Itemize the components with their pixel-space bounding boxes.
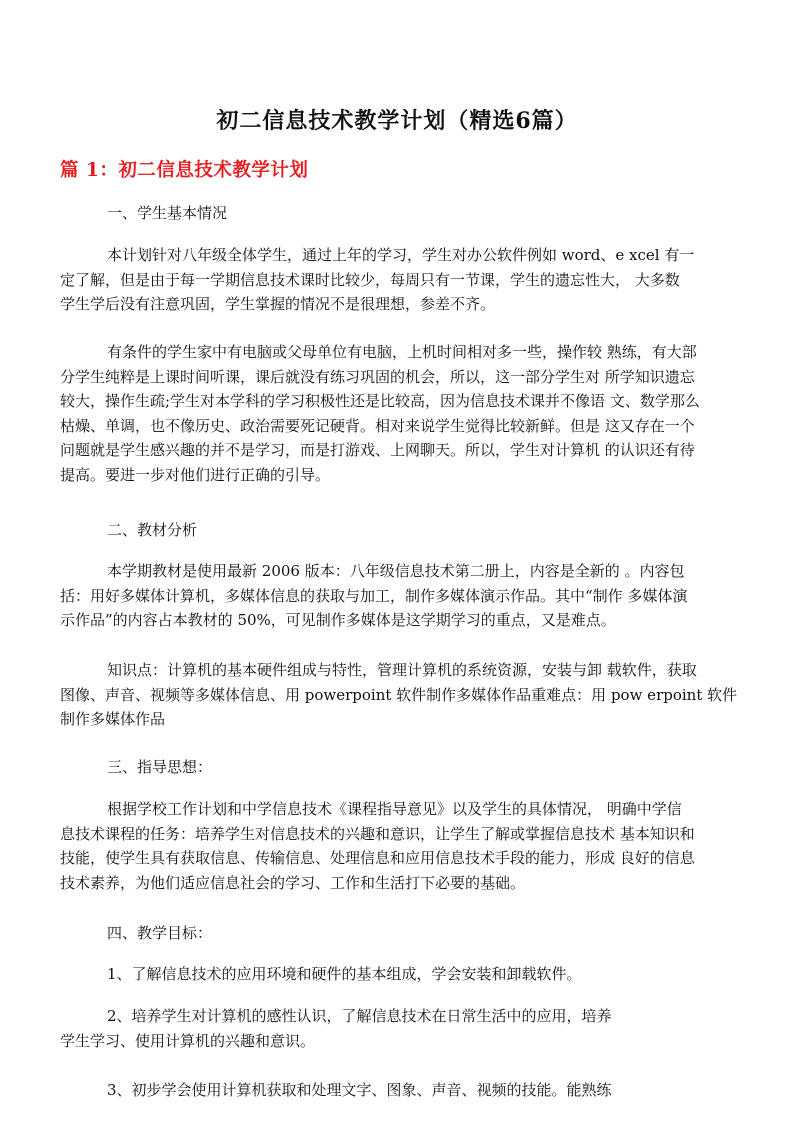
document-title: 初二信息技术教学计划（精选6篇） bbox=[216, 108, 578, 134]
paragraph-8 bbox=[60, 1078, 740, 1103]
heading-guiding-ideology: 三、指导思想： bbox=[107, 758, 213, 776]
paragraph-line: 技能，使学生具有获取信息、传输信息、处理信息和应用信息技术手段的能力，形成 良好的信息 bbox=[60, 849, 695, 867]
paragraph-line: 有条件的学生家中有电脑或父母单位有电脑，上机时间相对多一些，操作较 熟练，有大部 bbox=[107, 343, 697, 361]
paragraph-line: 学生学后没有注意巩固，学生掌握的情况不是很理想，参差不齐。 bbox=[60, 295, 496, 313]
paragraph-line: 提高。要进一步对他们进行正确的引导。 bbox=[60, 465, 331, 484]
paragraph-5 bbox=[60, 797, 740, 895]
paragraph-line: 息技术课程的任务：培养学生对信息技术的兴趣和意识，让学生了解或掌握信息技术 基本知识和 bbox=[60, 824, 695, 843]
paragraph-line: 2、培养学生对计算机的感性认识，了解信息技术在日常生活中的应用，培养 bbox=[107, 1007, 612, 1025]
paragraph-7 bbox=[60, 1004, 740, 1053]
paragraph-line: 枯燥、单调，也不像历史、政治需要死记硬背。相对来说学生觉得比较新鲜。但是 这又存在一个 bbox=[60, 416, 695, 435]
paragraph-line: 学生学习、使用计算机的兴趣和意识。 bbox=[60, 1031, 316, 1050]
paragraph-line: 制作多媒体作品 bbox=[60, 710, 166, 728]
paragraph-line: 较大，操作生疏;学生对本学科的学习积极性还是比较高，因为信息技术课并不像语 文、数学那么 bbox=[60, 392, 700, 410]
paragraph-line: 图像、声音、视频等多媒体信息、用 powerpoint 软件制作多媒体作品重难点：用 pow erpoint 软件 bbox=[60, 685, 738, 704]
heading-textbook-analysis: 二、教材分析 bbox=[107, 521, 198, 539]
paragraph-1 bbox=[60, 243, 740, 317]
paragraph-line: 示作品”的内容占本教材的 50%，可见制作多媒体是这学期学习的重点，又是难点。 bbox=[60, 611, 616, 629]
paragraph-2 bbox=[60, 340, 740, 487]
paragraph-line: 1、了解信息技术的应用环境和硬件的基本组成，学会安装和卸载软件。 bbox=[107, 965, 582, 983]
paragraph-6 bbox=[60, 962, 740, 987]
paragraph-line: 括：用好多媒体计算机，多媒体信息的获取与加工，制作多媒体演示作品。其中“制作 多媒体演 bbox=[60, 586, 688, 605]
heading-student-situation: 一、学生基本情况 bbox=[107, 204, 228, 222]
paragraph-line: 本学期教材是使用最新 2006 版本：八年级信息技术第二册上，内容是全新的 。内容包 bbox=[107, 562, 685, 580]
heading-teaching-goals: 四、教学目标： bbox=[107, 924, 213, 942]
paragraph-line: 3、初步学会使用计算机获取和处理文字、图象、声音、视频的技能。能熟练 bbox=[107, 1081, 612, 1099]
paragraph-line: 定了解，但是由于每一学期信息技术课时比较少，每周只有一节课，学生的遗忘性大， 大多数 bbox=[60, 270, 680, 289]
paragraph-line: 分学生纯粹是上课时间听课，课后就没有练习巩固的机会，所以，这一部分学生对 所学知识遗忘 bbox=[60, 367, 695, 386]
paragraph-4 bbox=[60, 658, 740, 732]
paragraph-line: 本计划针对八年级全体学生，通过上年的学习，学生对办公软件例如 word、e xcel 有一 bbox=[107, 246, 695, 264]
paragraph-3 bbox=[60, 559, 740, 633]
paragraph-line: 技术素养，为他们适应信息社会的学习、工作和生活打下必要的基础。 bbox=[60, 873, 526, 892]
paragraph-line: 知识点：计算机的基本硬件组成与特性，管理计算机的系统资源，安装与卸 载软件，获取 bbox=[107, 661, 697, 679]
paragraph-line: 问题就是学生感兴趣的并不是学习，而是打游戏、上网聊天。所以，学生对计算机 的认识还有待 bbox=[60, 441, 695, 459]
section-title: 篇 1：初二信息技术教学计划 bbox=[60, 160, 309, 181]
paragraph-line: 根据学校工作计划和中学信息技术《课程指导意见》以及学生的具体情况， 明确中学信 bbox=[107, 800, 682, 818]
